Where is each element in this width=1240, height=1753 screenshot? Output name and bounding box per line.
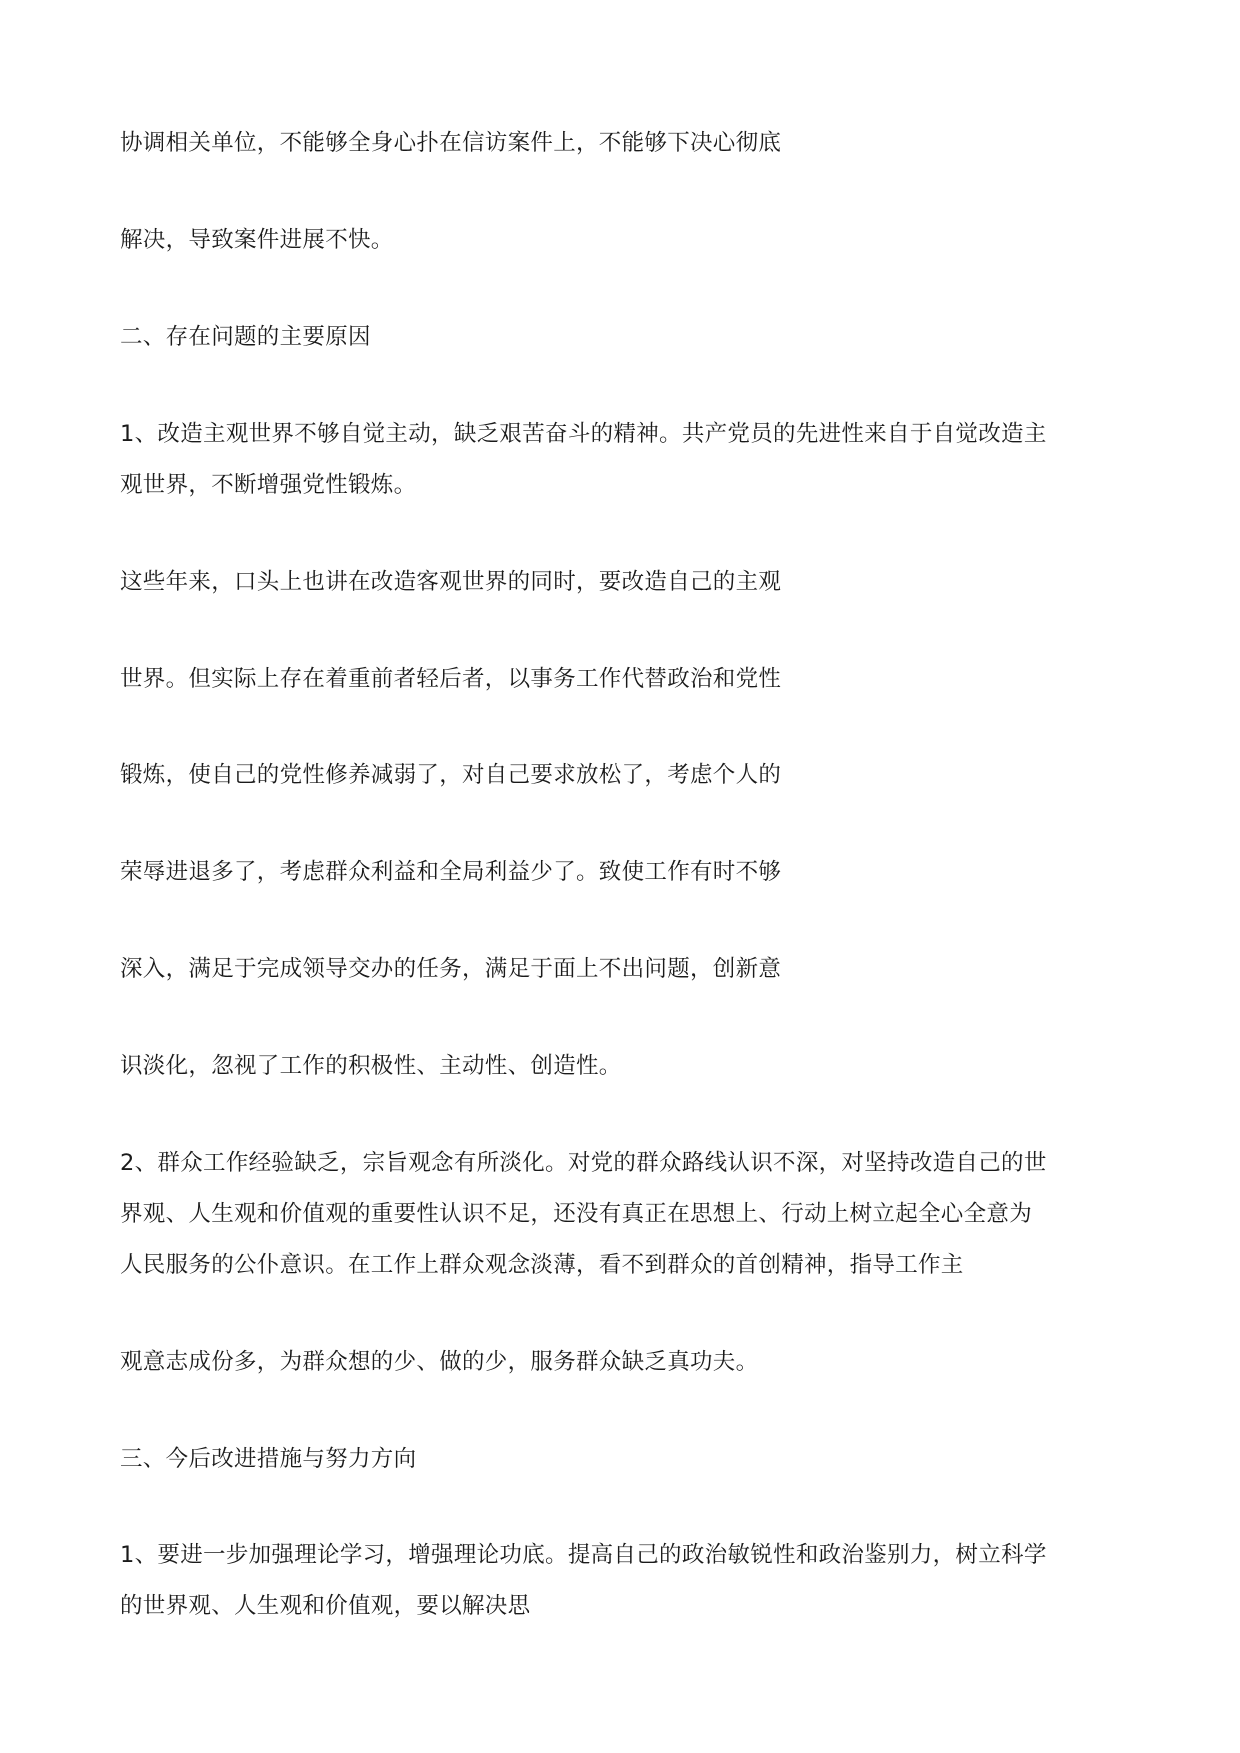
text-line: 解决，导致案件进展不快。 — [120, 227, 394, 253]
text-line: 深入，满足于完成领导交办的任务，满足于面上不出问题，创新意 — [120, 956, 782, 982]
text-line: 2、群众工作经验缺乏，宗旨观念有所淡化。对党的群众路线认识不深，对坚持改造自己的世 — [120, 1150, 1047, 1176]
text-line: 观世界，不断增强党性锻炼。 — [120, 472, 417, 498]
text-line: 1、要进一步加强理论学习，增强理论功底。提高自己的政治敏锐性和政治鉴别力，树立科学 — [120, 1542, 1047, 1568]
text-line: 协调相关单位，不能够全身心扑在信访案件上，不能够下决心彻底 — [120, 130, 782, 156]
section-heading: 二、存在问题的主要原因 — [120, 324, 371, 350]
text-line: 1、改造主观世界不够自觉主动，缺乏艰苦奋斗的精神。共产党员的先进性来自于自觉改造主 — [120, 421, 1047, 447]
text-line: 的世界观、人生观和价值观，要以解决思 — [120, 1593, 531, 1619]
text-line: 世界。但实际上存在着重前者轻后者，以事务工作代替政治和党性 — [120, 666, 782, 692]
text-line: 荣辱进退多了，考虑群众利益和全局利益少了。致使工作有时不够 — [120, 859, 782, 885]
text-line: 识淡化，忽视了工作的积极性、主动性、创造性。 — [120, 1053, 622, 1079]
text-line: 人民服务的公仆意识。在工作上群众观念淡薄，看不到群众的首创精神，指导工作主 — [120, 1252, 964, 1278]
section-heading: 三、今后改进措施与努力方向 — [120, 1446, 417, 1472]
text-line: 观意志成份多，为群众想的少、做的少，服务群众缺乏真功夫。 — [120, 1349, 759, 1375]
text-line: 这些年来，口头上也讲在改造客观世界的同时，要改造自己的主观 — [120, 569, 782, 595]
text-line: 锻炼，使自己的党性修养减弱了，对自己要求放松了，考虑个人的 — [120, 762, 782, 788]
text-line: 界观、人生观和价值观的重要性认识不足，还没有真正在思想上、行动上树立起全心全意为 — [120, 1201, 1033, 1227]
